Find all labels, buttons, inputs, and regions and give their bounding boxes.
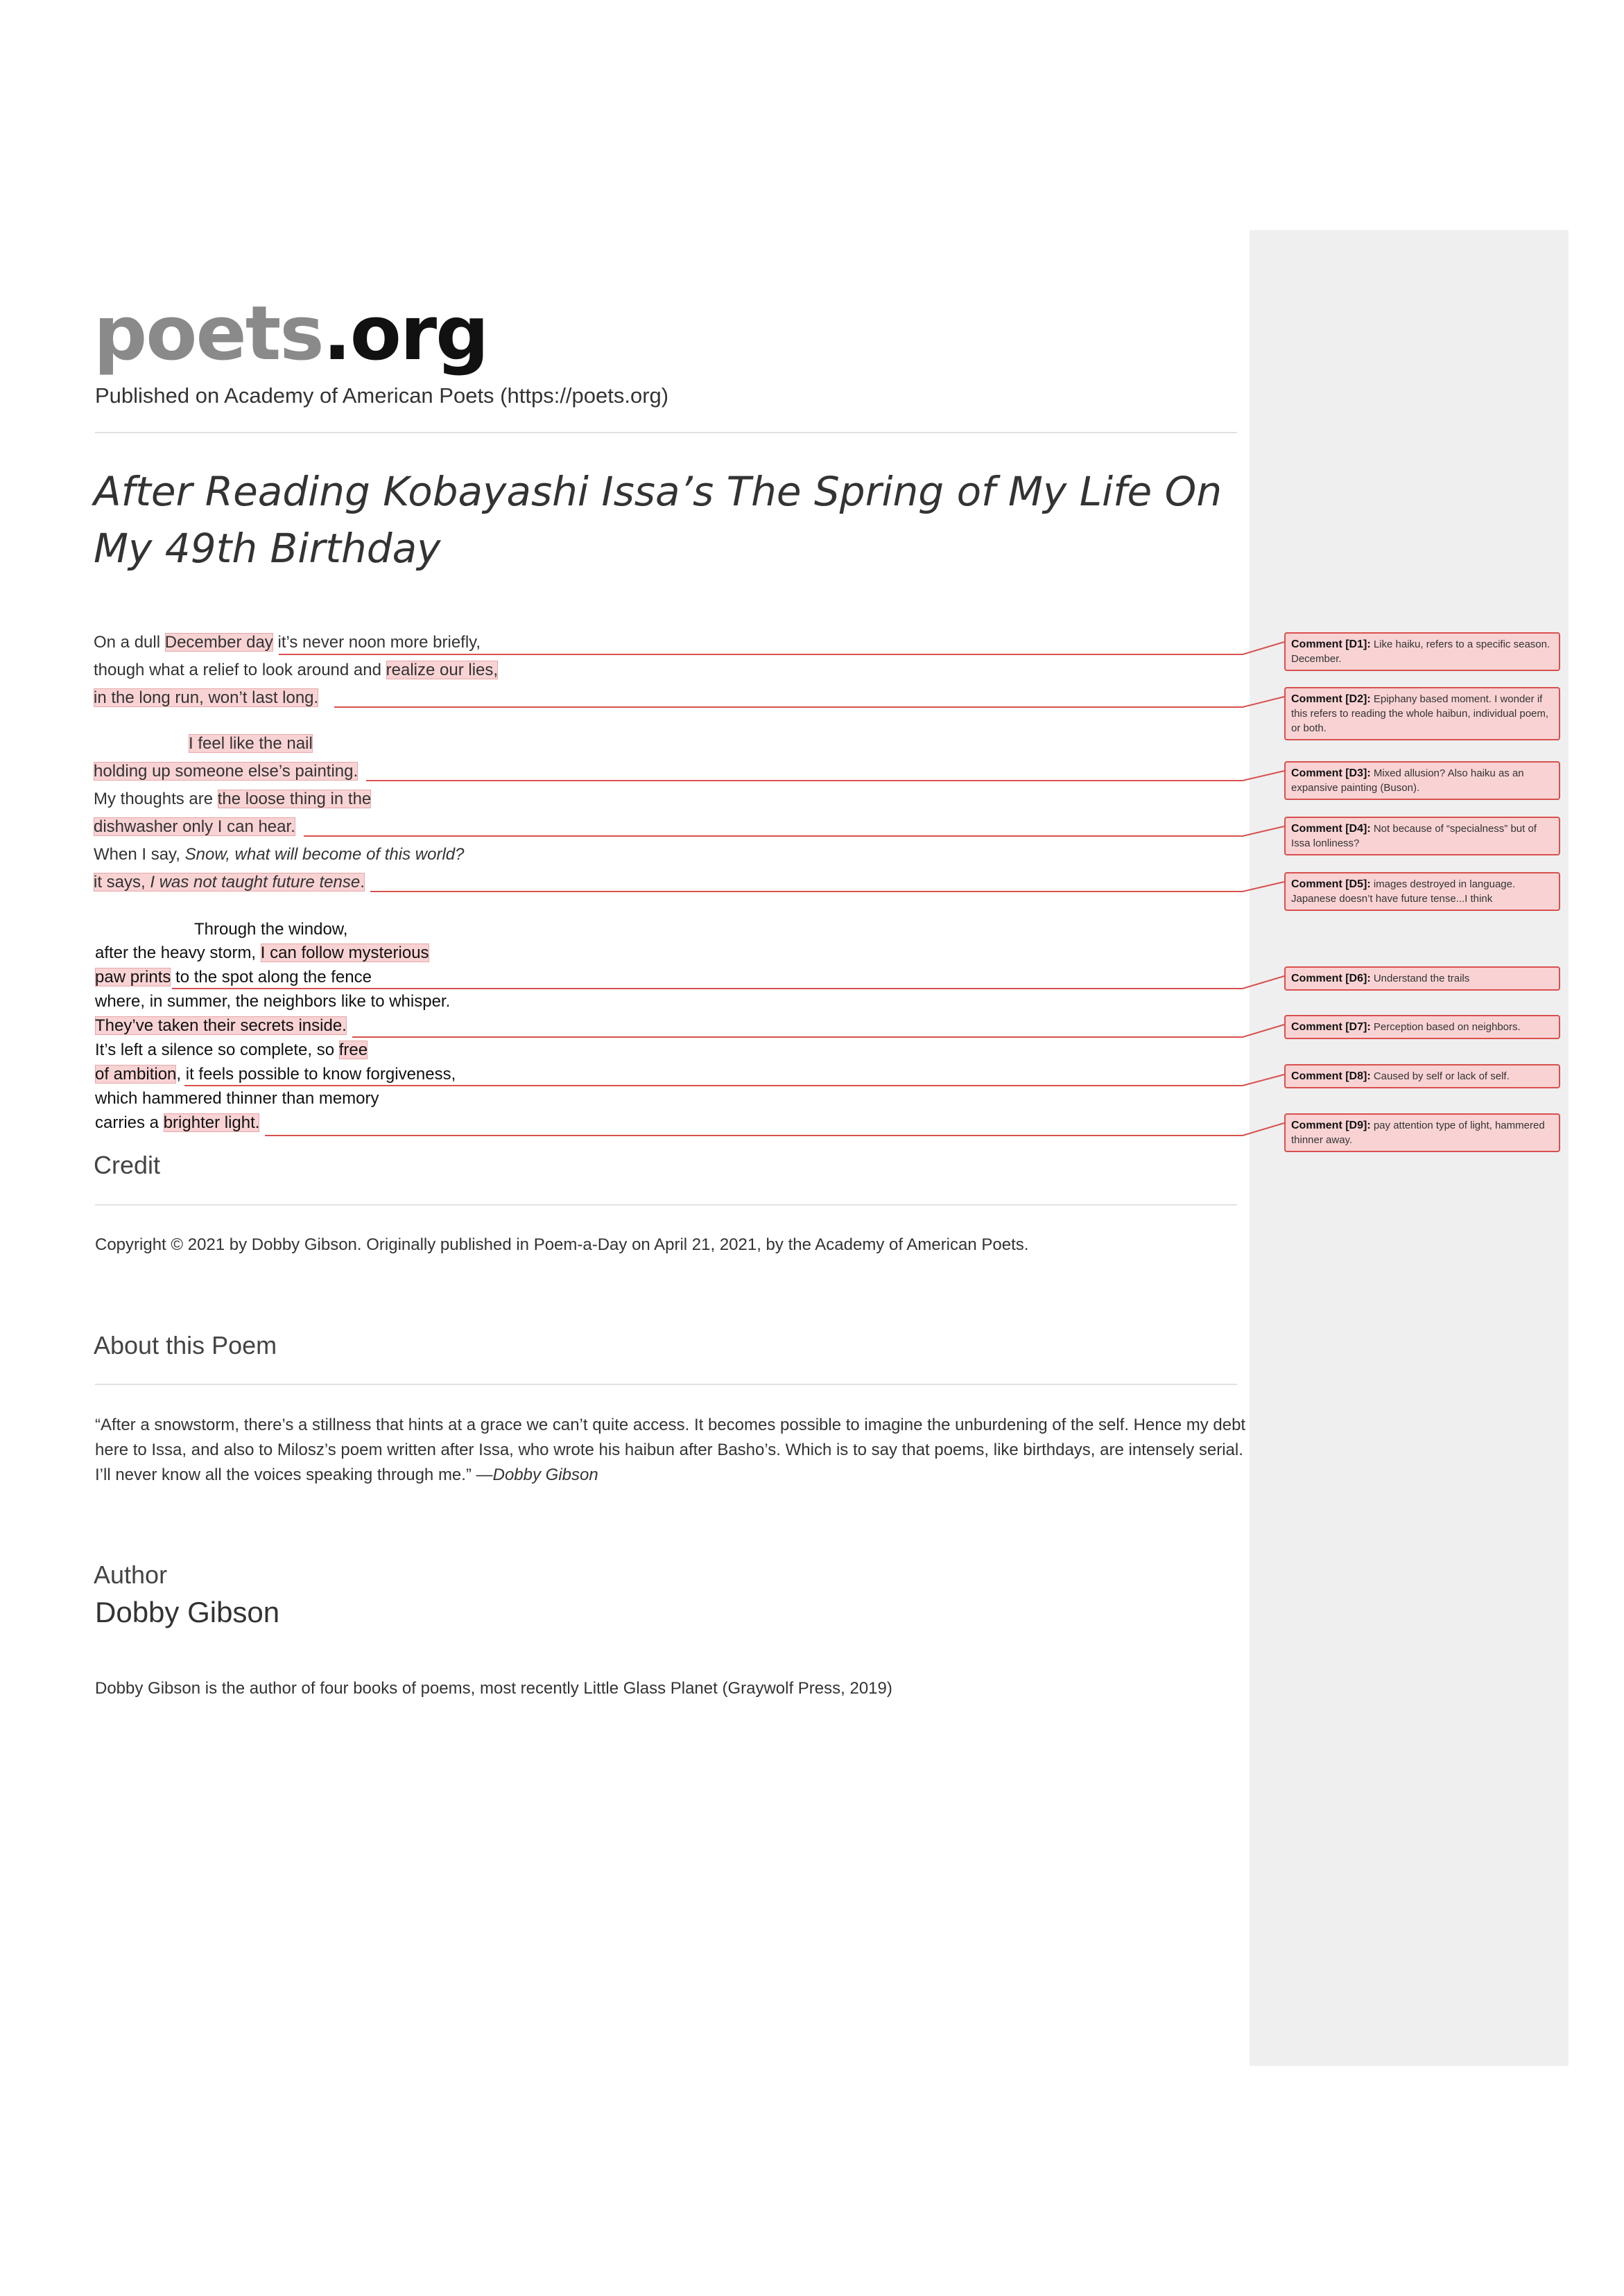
about-attribution: —Dobby Gibson [476,1466,598,1484]
highlight-d1: December day [164,633,273,652]
poem-line-14 [95,1014,347,1038]
poem-line-7 [94,815,295,839]
poem-line-2: though what a relief to look around and realize our lies, [94,661,499,679]
about-text: “After a snowstorm, there’s a stillness that hints at a grace we can’t quite access. It becomes possible to imagine the unburdening of the self. Hence my debt here to Issa, and also to Milosz’s poem written after Issa, who wrote his haibun after Basho’s. Which is to say that poems, like birthdays, are intensely serial. I’ll never know all the voices speaking through me.” —Dobby Gibson [95,1416,1246,1484]
highlight-d6a: I can follow mysterious [260,943,429,962]
highlight-d2a: realize our lies, [386,661,499,679]
poem-line-9 [94,871,365,894]
comment-d5[interactable]: Comment [D5]: images destroyed in language. Japanese doesn’t have future tense...I think [1284,872,1560,911]
highlight-d5: it says, I was not taught future tense. [94,873,365,892]
connector-d9 [265,1123,1284,1136]
logo-org: .org [322,290,488,377]
highlight-d8b: of ambition [95,1065,177,1084]
poem-line-13: where, in summer, the neighbors like to whisper. [95,992,451,1011]
highlight-d4a: the loose thing in the [217,790,372,808]
poem-line-1: On a dull December day it’s never noon more briefly, [94,633,481,652]
poem-line-8: When I say, Snow, what will become of this world? [94,845,465,864]
highlight-d3a: I feel like the nail [189,734,313,753]
credit-text: Copyright © 2021 by Dobby Gibson. Originally published in Poem-a-Day on April 21, 2021, by the Academy of American Poets. [95,1235,1029,1254]
poem-line-17: which hammered thinner than memory [95,1089,379,1108]
credit-divider [95,1204,1237,1206]
credit-heading: Credit [94,1151,161,1179]
highlight-d8a: free [338,1041,368,1059]
author-bio: Dobby Gibson is the author of four books of poems, most recently Little Glass Planet (Graywolf Press, 2019) [95,1679,892,1698]
published-on: Published on Academy of American Poets (https://poets.org) [95,383,669,408]
poem-line-16: of ambition, it feels possible to know forgiveness, [95,1065,456,1084]
comment-d7[interactable]: Comment [D7]: Perception based on neighbors. [1284,1015,1560,1039]
author-name[interactable]: Dobby Gibson [95,1596,280,1628]
highlight-d3b: holding up someone else’s painting. [94,762,359,781]
poem-line-12: paw prints to the spot along the fence [95,968,372,986]
connector-d2 [334,697,1284,707]
highlight-d4b: dishwasher only I can hear. [94,817,295,836]
highlight-d2b: in the long run, won’t last long. [94,688,319,707]
connector-d5 [370,882,1284,892]
highlight-d9: brighter light. [163,1113,260,1132]
comment-d8[interactable]: Comment [D8]: Caused by self or lack of self. [1284,1064,1560,1088]
poem-line-3 [94,686,318,710]
comment-d4[interactable]: Comment [D4]: Not because of “specialness” but of Issa lonliness? [1284,817,1560,855]
connector-d3 [366,771,1284,781]
highlight-d7: They’ve taken their secrets inside. [95,1016,347,1035]
author-heading: Author [94,1560,168,1589]
header-divider [95,432,1237,433]
poem-line-15: It’s left a silence so complete, so free [95,1041,368,1059]
poem-line-6: My thoughts are the loose thing in the [94,790,372,808]
comment-d2[interactable]: Comment [D2]: Epiphany based moment. I wonder if this refers to reading the whole haibun, individual poem, or both. [1284,687,1560,740]
comment-d6[interactable]: Comment [D6]: Understand the trails [1284,966,1560,991]
site-logo[interactable] [94,290,488,377]
poem-line-4 [189,732,313,756]
poem-line-18: carries a brighter light. [95,1113,260,1132]
about-heading: About this Poem [94,1331,277,1359]
highlight-d6b: paw prints [95,968,171,986]
logo-poets: poets [94,290,323,377]
connector-d7 [352,1025,1284,1037]
comment-d1[interactable]: Comment [D1]: Like haiku, refers to a specific season. December. [1284,632,1560,671]
poem-title: After Reading Kobayashi Issa’s The Spring of My Life On My 49th Birthday [94,468,1223,572]
comment-d3[interactable]: Comment [D3]: Mixed allusion? Also haiku as an expansive painting (Buson). [1284,761,1560,800]
connector-d4 [304,826,1284,836]
comment-d9[interactable]: Comment [D9]: pay attention type of light, hammered thinner away. [1284,1113,1560,1152]
poem-line-10: Through the window, [194,920,348,939]
poem-line-5 [94,760,358,783]
about-divider [95,1384,1237,1385]
poem-line-11: after the heavy storm, I can follow mysterious [95,943,429,962]
